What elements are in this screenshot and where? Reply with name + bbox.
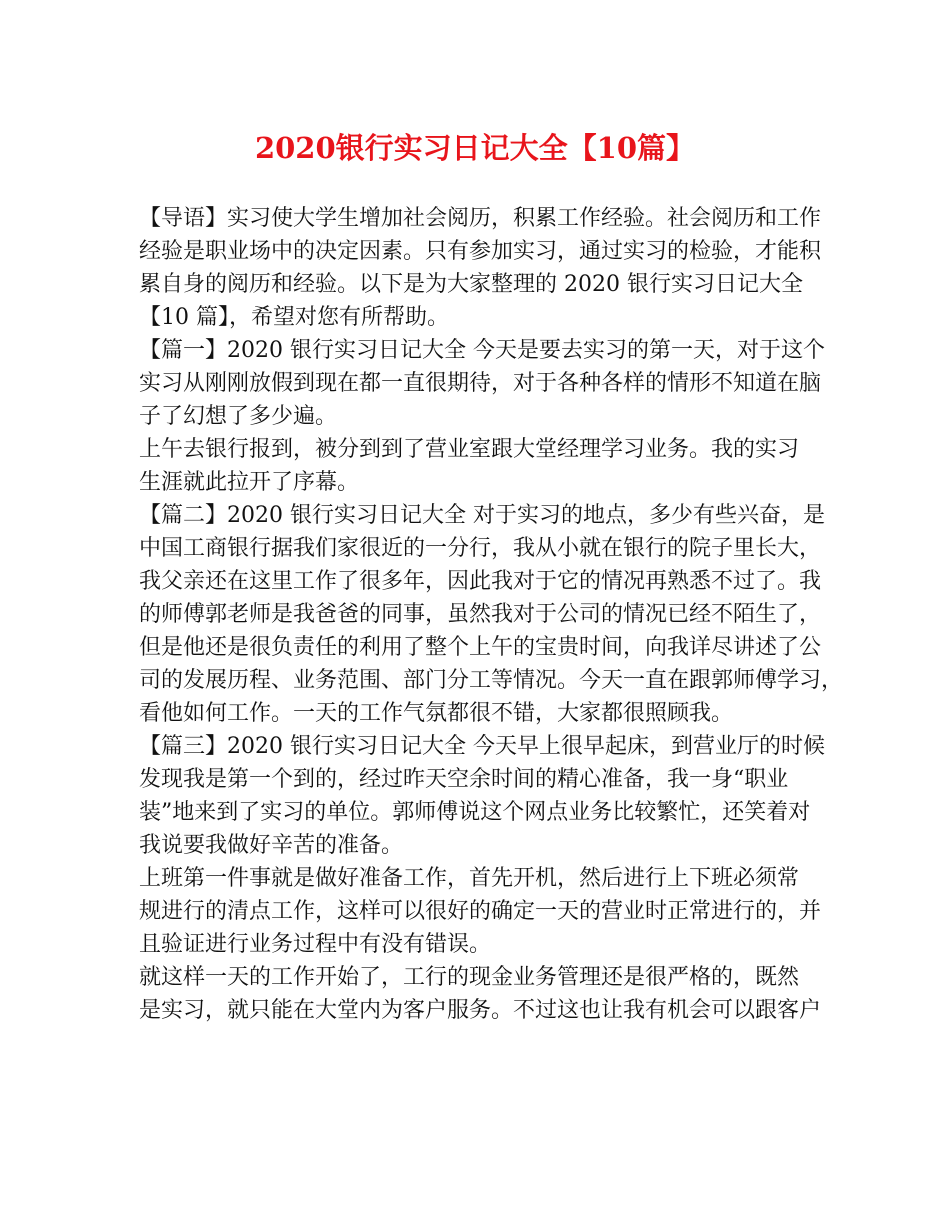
body-text-line: 的师傅郭老师是我爸爸的同事，虽然我对于公司的情况已经不陌生了，	[139, 602, 822, 627]
body-text-line: 【10 篇】，希望对您有所帮助。	[139, 305, 449, 330]
body-text-line: 就这样一天的工作开始了，工行的现金业务管理还是很严格的，既然	[139, 965, 800, 990]
body-text-line: 看他如何工作。一天的工作气氛都很不错，大家都很照顾我。	[139, 701, 734, 726]
body-text-line: 且验证进行业务过程中有没有错误。	[139, 932, 492, 957]
body-text-line: 【导语】实习使大学生增加社会阅历，积累工作经验。社会阅历和工作	[139, 206, 822, 231]
document-title: 2020银行实习日记大全【10篇】	[254, 131, 696, 165]
body-text-line: 生涯就此拉开了序幕。	[139, 470, 360, 495]
body-text-line: 子了幻想了多少遍。	[139, 404, 338, 429]
body-text-line: 【篇二】2020 银行实习日记大全 对于实习的地点，多少有些兴奋，是	[139, 503, 825, 528]
body-text-line: 我说要我做好辛苦的准备。	[139, 833, 404, 858]
body-text-line: 经验是职业场中的决定因素。只有参加实习，通过实习的检验，才能积	[139, 239, 822, 264]
body-text-line: 【篇一】2020 银行实习日记大全 今天是要去实习的第一天，对于这个	[139, 338, 825, 363]
body-text-line: 上午去银行报到，被分到到了营业室跟大堂经理学习业务。我的实习	[139, 437, 800, 462]
body-text-line: 上班第一件事就是做好准备工作，首先开机，然后进行上下班必须常	[139, 866, 800, 891]
body-text-line: 规进行的清点工作，这样可以很好的确定一天的营业时正常进行的，并	[139, 899, 822, 924]
body-text-line: 司的发展历程、业务范围、部门分工等情况。今天一直在跟郭师傅学习，	[139, 668, 844, 693]
body-text-line: 发现我是第一个到的，经过昨天空余时间的精心准备，我一身“职业	[139, 767, 789, 792]
body-text-line: 累自身的阅历和经验。以下是为大家整理的 2020 银行实习日记大全	[139, 272, 803, 297]
body-text-line: 中国工商银行据我们家很近的一分行，我从小就在银行的院子里长大，	[139, 536, 822, 561]
body-text-line: 是实习，就只能在大堂内为客户服务。不过这也让我有机会可以跟客户	[139, 998, 822, 1023]
body-text-line: 实习从刚刚放假到现在都一直很期待，对于各种各样的情形不知道在脑	[139, 371, 822, 396]
body-text-line: 但是他还是很负责任的利用了整个上午的宝贵时间，向我详尽讲述了公	[139, 635, 822, 660]
body-text-line: 装”地来到了实习的单位。郭师傅说这个网点业务比较繁忙，还笑着对	[139, 800, 811, 825]
body-text-line: 我父亲还在这里工作了很多年，因此我对于它的情况再熟悉不过了。我	[139, 569, 822, 594]
document-body	[139, 202, 844, 1027]
body-text-line: 【篇三】2020 银行实习日记大全 今天早上很早起床，到营业厅的时候	[139, 734, 825, 759]
